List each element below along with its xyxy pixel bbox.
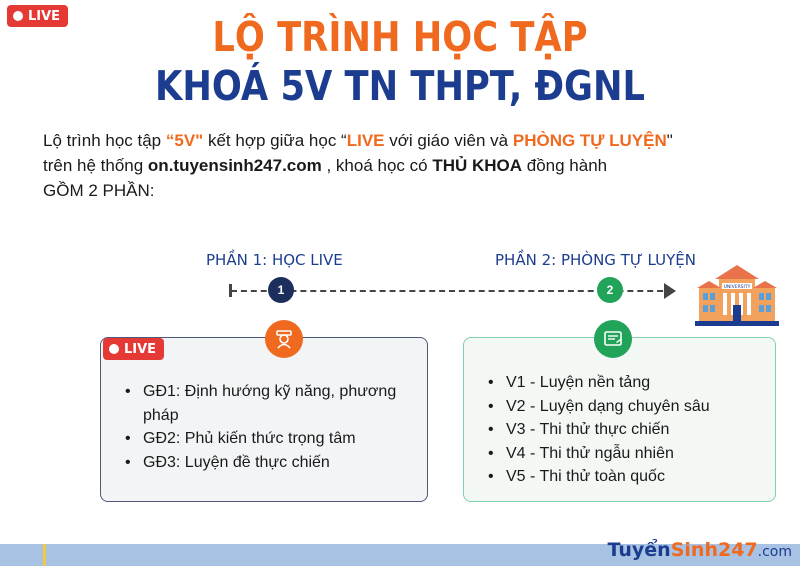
- phase-1-card: [100, 337, 428, 502]
- brand-part-1: Tuyển: [607, 539, 671, 561]
- school-sign: UNIVERSITY: [723, 285, 751, 290]
- step-2-marker: 2: [597, 277, 623, 303]
- school-building-icon: [695, 261, 779, 327]
- live-badge-label: LIVE: [124, 341, 157, 357]
- record-dot-icon: [13, 11, 23, 21]
- intro-text: , khoá học có: [321, 156, 433, 175]
- live-badge-label: LIVE: [28, 8, 61, 24]
- phase-2-list: [488, 371, 768, 489]
- intro-text: kết hợp giữa học “: [203, 131, 347, 150]
- brand-part-2: Sinh247: [670, 539, 758, 561]
- intro-text: với giáo viên và: [384, 131, 513, 150]
- step-1-marker: 1: [268, 277, 294, 303]
- list-item: • V4 - Thi thử ngẫu nhiên: [488, 442, 768, 466]
- title-line-2: KHOÁ 5V TN THPT, ĐGNL: [155, 62, 645, 110]
- list-item: • GĐ2: Phủ kiến thức trọng tâm: [125, 427, 425, 451]
- intro-paragraph: [43, 128, 783, 203]
- intro-text: đồng hành: [522, 156, 608, 175]
- timeline-arrow-icon: [664, 283, 676, 299]
- certificate-icon: [594, 320, 632, 358]
- list-item: • V2 - Luyện dạng chuyên sâu: [488, 395, 768, 419]
- footer-accent: [43, 544, 46, 566]
- live-badge-card: [103, 338, 164, 360]
- intro-website: on.tuyensinh247.com: [147, 156, 322, 175]
- intro-live: LIVE: [346, 131, 385, 150]
- intro-text: GỒM 2 PHẦN:: [43, 181, 155, 200]
- brand-part-3: .com: [757, 544, 792, 560]
- list-item: • V3 - Thi thử thực chiến: [488, 418, 768, 442]
- brand-logo: [608, 539, 792, 566]
- phase-2-label: PHẦN 2: PHÒNG TỰ LUYỆN: [495, 251, 696, 269]
- intro-phong-tu-luyen: PHÒNG TỰ LUYỆN: [512, 131, 667, 150]
- title-line-1: LỘ TRÌNH HỌC TẬP: [212, 13, 588, 61]
- record-dot-icon: [109, 344, 119, 354]
- phase-2-card: [463, 337, 776, 502]
- list-item: • GĐ1: Định hướng kỹ năng, phương pháp: [125, 380, 425, 427]
- list-item: • GĐ3: Luyện đề thực chiến: [125, 451, 425, 475]
- list-item: • V5 - Thi thử toàn quốc: [488, 465, 768, 489]
- teacher-icon: [265, 320, 303, 358]
- list-item: • V1 - Luyện nền tảng: [488, 371, 768, 395]
- phase-1-label: PHẦN 1: HỌC LIVE: [206, 251, 343, 269]
- intro-thu-khoa: THỦ KHOA: [432, 156, 523, 175]
- intro-text: ": [666, 131, 673, 150]
- phase-1-list: [125, 380, 425, 474]
- intro-5v: “5V": [165, 131, 204, 150]
- intro-text: Lộ trình học tập: [43, 131, 166, 150]
- intro-text: trên hệ thống: [43, 156, 148, 175]
